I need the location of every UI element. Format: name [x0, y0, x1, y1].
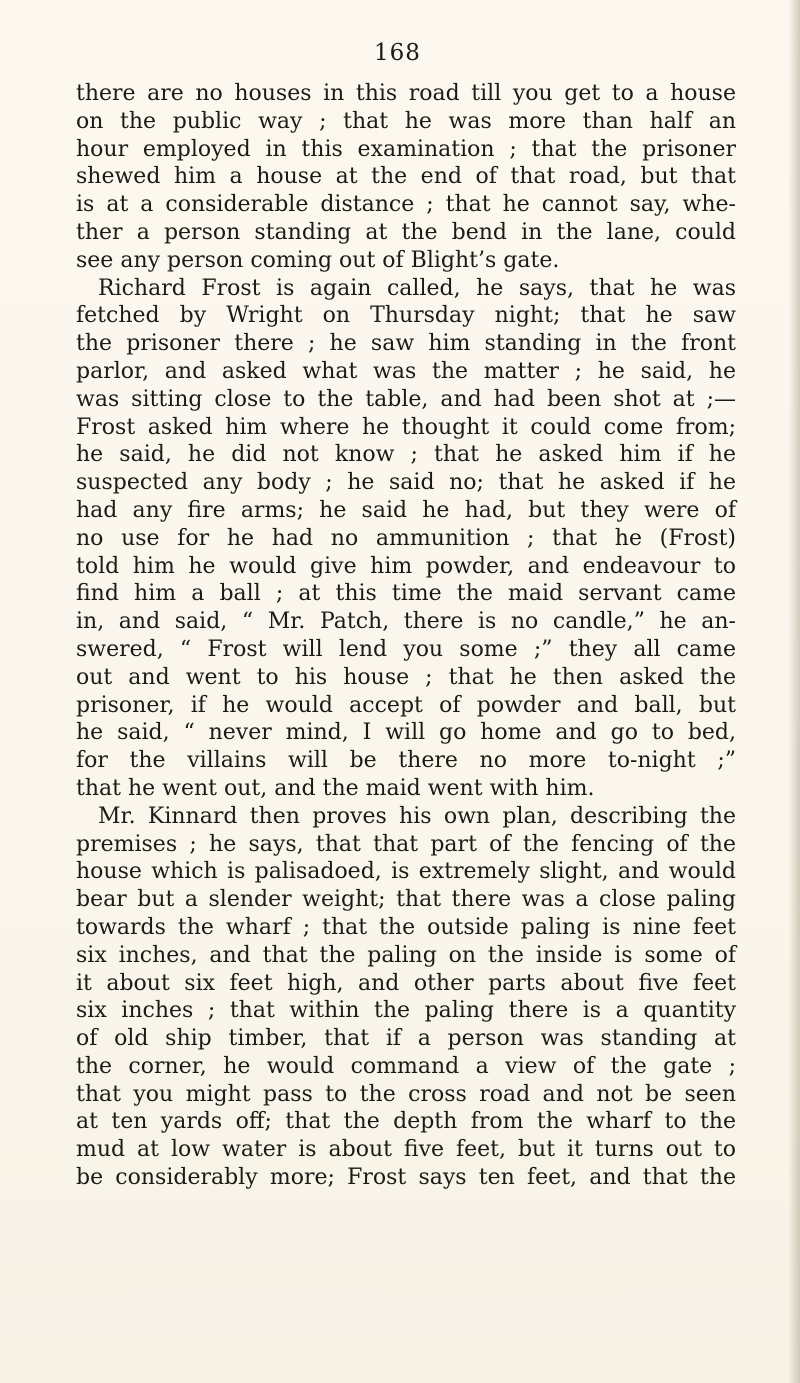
text-line: told him he would give him powder, and endeavour to — [76, 553, 736, 579]
text-line: at ten yards off; that the depth from the wharf to the — [76, 1109, 736, 1135]
text-line: fetched by Wright on Thursday night; that he saw — [76, 303, 736, 329]
text-line: Frost asked him where he thought it could come from; — [76, 414, 736, 440]
text-line: there are no houses in this road till you get to a house — [76, 81, 736, 106]
text-line: had any fire arms; he said he had, but they were of — [76, 497, 736, 523]
text-line: ther a person standing at the bend in the lane, could — [76, 219, 736, 245]
text-line: out and went to his house ; that he then asked the — [76, 664, 736, 690]
text-line: in, and said, “ Mr. Patch, there is no candle,” he an- — [76, 609, 736, 635]
text-line: of old ship timber, that if a person was standing at — [76, 1026, 736, 1052]
text-line: on the public way ; that he was more than half an — [76, 108, 736, 134]
text-line: six inches, and that the paling on the inside is some of — [76, 942, 736, 968]
text-line: bear but a slender weight; that there was a close paling — [76, 887, 736, 913]
text-line: shewed him a house at the end of that road, but that — [76, 164, 736, 190]
text-line: he said, he did not know ; that he asked him if he — [76, 442, 736, 468]
text-line: the corner, he would command a view of the gate ; — [76, 1053, 736, 1079]
text-line: mud at low water is about five feet, but it turns out to — [76, 1137, 736, 1163]
body-text — [76, 80, 736, 1192]
text-line: six inches ; that within the paling there is a quantity — [76, 998, 736, 1024]
text-line: he said, “ never mind, I will go home and go to bed, — [76, 720, 736, 746]
text-line: for the villains will be there no more to-night ;” — [76, 748, 736, 774]
text-line: find him a ball ; at this time the maid servant came — [76, 581, 736, 607]
text-line: is at a considerable distance ; that he cannot say, whe- — [76, 192, 736, 218]
text-line: swered, “ Frost will lend you some ;” they all came — [76, 636, 736, 662]
text-line: that you might pass to the cross road and not be seen — [76, 1081, 736, 1107]
text-line: premises ; he says, that that part of the fencing of the — [76, 831, 736, 857]
text-line: hour employed in this examination ; that the prisoner — [76, 136, 736, 162]
text-line: it about six feet high, and other parts about five feet — [76, 970, 736, 996]
page-edge-shadow — [788, 0, 800, 1383]
page-number: 168 — [374, 40, 421, 66]
text-line: house which is palisadoed, is extremely slight, and would — [76, 859, 736, 885]
text-line: that he went out, and the maid went with him. — [76, 775, 595, 801]
text-line: the prisoner there ; he saw him standing in the front — [76, 331, 736, 357]
text-line: parlor, and asked what was the matter ; he said, he — [76, 358, 736, 384]
text-line: Richard Frost is again called, he says, that he was — [98, 275, 736, 301]
text-line: no use for he had no ammunition ; that he (Frost) — [76, 525, 736, 551]
text-line: towards the wharf ; that the outside paling is nine feet — [76, 914, 736, 940]
text-line: suspected any body ; he said no; that he asked if he — [76, 470, 736, 496]
text-line: see any person coming out of Blight’s gate. — [76, 247, 560, 273]
text-line: was sitting close to the table, and had been shot at ;— — [76, 386, 736, 412]
text-line: Mr. Kinnard then proves his own plan, describing the — [98, 803, 736, 829]
text-line: be considerably more; Frost says ten feet, and that the — [76, 1165, 736, 1191]
text-line: prisoner, if he would accept of powder and ball, but — [76, 692, 736, 718]
